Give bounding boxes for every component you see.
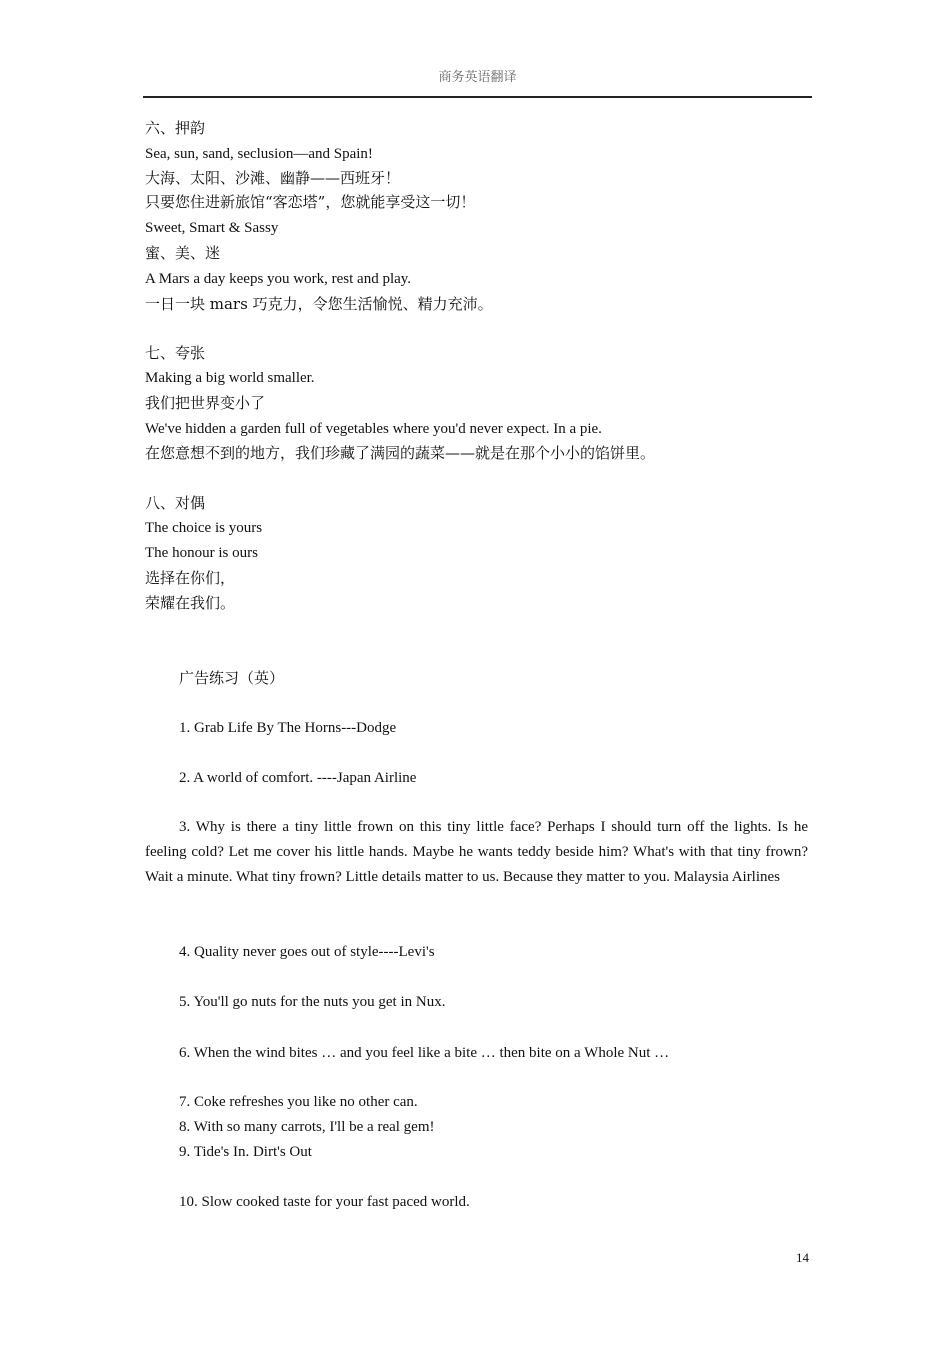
exercise-item: 9. Tide's In. Dirt's Out [179,1144,312,1160]
example-line: Sea, sun, sand, seclusion—and Spain! [145,146,373,162]
example-line: 在您意想不到的地方，我们珍藏了满园的蔬菜——就是在那个小小的馅饼里。 [145,444,656,462]
example-line: 我们把世界变小了 [145,394,266,412]
section-heading-antithesis: 八、对偶 [145,494,206,512]
example-line: 大海、太阳、沙滩、幽静——西班牙！ [145,169,401,187]
exercise-item: 7. Coke refreshes you like no other can. [179,1094,418,1110]
example-line: 选择在你们， [145,569,236,587]
example-line: The choice is yours [145,520,263,536]
exercise-item: 6. When the wind bites … and you feel like a bite … then bite on a Whole Nut … [179,1045,670,1061]
example-line: We've hidden a garden full of vegetables where you'd never expect. In a pie. [145,421,602,437]
example-line: 一日一块 mars 巧克力，令您生活愉悦、精力充沛。 [145,295,493,313]
example-line: A Mars a day keeps you work, rest and play. [145,271,412,287]
example-line: 蜜、美、迷 [145,244,221,262]
exercise-item: 2. A world of comfort. ----Japan Airline [179,770,417,786]
header-divider [143,96,812,98]
section-heading-rhyme: 六、押韵 [145,119,206,137]
page-number: 14 [796,1250,809,1265]
exercise-item: 4. Quality never goes out of style----Levi's [179,944,435,960]
page-header-title: 商务英语翻译 [438,70,517,85]
example-line: Making a big world smaller. [145,370,315,386]
exercise-item: 8. With so many carrots, I'll be a real gem! [179,1119,435,1135]
exercise-item-paragraph: 3. Why is there a tiny little frown on this tiny little face? Perhaps I should turn off the lights. Is he feeling cold? Let me cover his little hands. Maybe he wants teddy beside him? What's with that tiny frown? Wait a minute. What tiny frown? Little details matter to us. Because they matter to you. Malaysia Airlines [145,819,808,885]
exercise-item: 10. Slow cooked taste for your fast paced world. [179,1194,470,1210]
example-line: 荣耀在我们。 [145,594,236,612]
example-line: The honour is ours [145,545,258,561]
exercises-heading: 广告练习（英） [179,669,285,687]
example-line: Sweet, Smart & Sassy [145,220,279,236]
exercise-item: 1. Grab Life By The Horns---Dodge [179,720,397,736]
exercise-item: 5. You'll go nuts for the nuts you get in Nux. [179,994,446,1010]
example-line: 只要您住进新旅馆“客恋塔”，您就能享受这一切！ [145,193,476,211]
section-heading-hyperbole: 七、夸张 [145,344,206,362]
